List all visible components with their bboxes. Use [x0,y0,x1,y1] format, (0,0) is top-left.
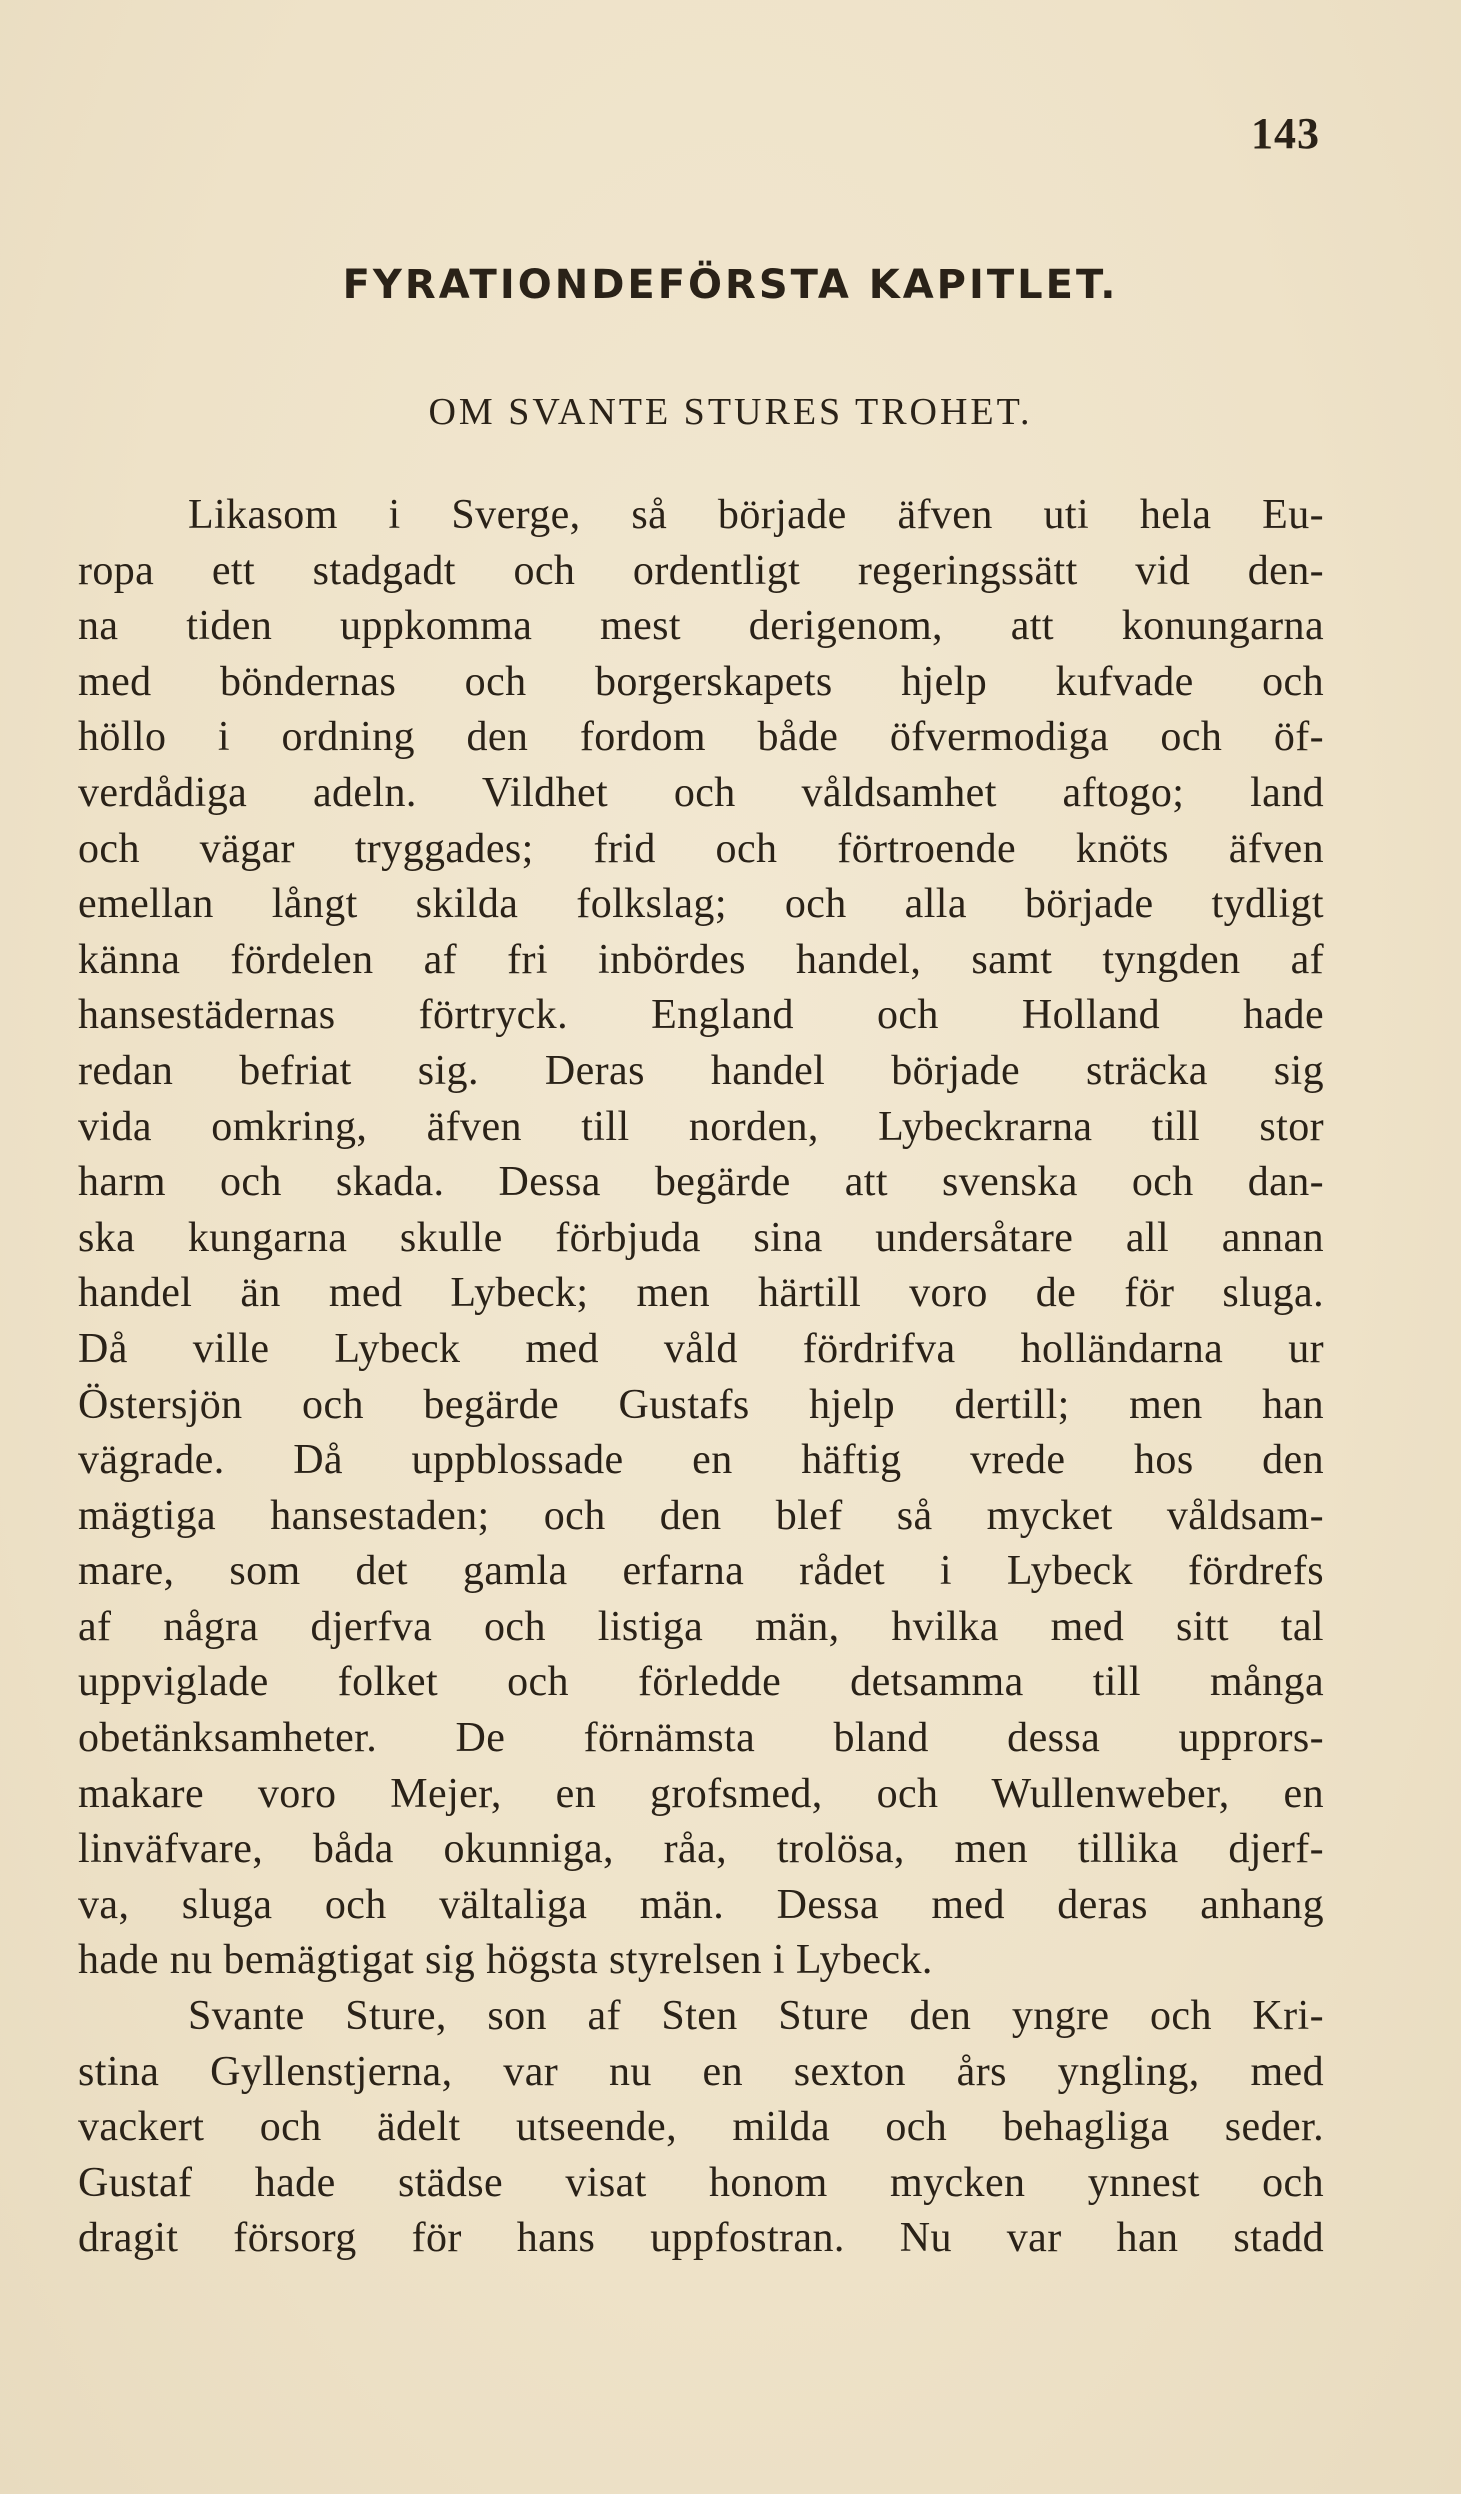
text-line: Då ville Lybeck med våld fördrifva holländarna ur [78,1325,1324,1372]
text-line: Gustaf hade städse visat honom mycken ynnest och [78,2159,1324,2206]
text-line: linväfvare, båda okunniga, råa, trolösa, men tillika djerf- [78,1826,1324,1873]
text-line: obetänksamheter. De förnämsta bland dessa upprors- [78,1715,1324,1762]
text-line: va, sluga och vältaliga män. Dessa med deras anhang [78,1881,1324,1928]
text-line: na tiden uppkomma mest derigenom, att konungarna [78,603,1324,650]
text-line: och vägar tryggades; frid och förtroende knöts äfven [78,825,1324,872]
text-line: harm och skada. Dessa begärde att svenska och dan- [78,1159,1324,1206]
text-line: uppviglade folket och förledde detsamma till många [78,1659,1324,1706]
text-line: ska kungarna skulle förbjuda sina undersåtare all annan [78,1214,1324,1261]
text-line: mare, som det gamla erfarna rådet i Lybeck fördrefs [78,1548,1324,1595]
text-line: stina Gyllenstjerna, var nu en sexton års yngling, med [78,2048,1324,2095]
text-line: Likasom i Sverge, så började äfven uti hela Eu- [188,492,1324,538]
text-line: hade nu bemägtigat sig högsta styrelsen i Lybeck. [78,1937,933,1984]
text-line: emellan långt skilda folkslag; och alla började tydligt [78,881,1324,928]
chapter-title: FYRATIONDEFÖRSTA KAPITLET. [342,262,1119,308]
text-line: makare voro Mejer, en grofsmed, och Wullenweber, en [78,1770,1324,1817]
text-line: vackert och ädelt utseende, milda och behagliga seder. [78,2104,1324,2151]
text-line: vägrade. Då uppblossade en häftig vrede hos den [78,1437,1324,1484]
text-line: dragit försorg för hans uppfostran. Nu var han stadd [78,2215,1324,2262]
text-line: redan befriat sig. Deras handel började sträcka sig [78,1047,1324,1094]
text-line: höllo i ordning den fordom både öfvermodiga och öf- [78,714,1324,761]
body-text [78,488,1324,2267]
text-line: ropa ett stadgadt och ordentligt regeringssätt vid den- [78,547,1324,594]
chapter-subtitle: OM SVANTE STURES TROHET. [428,391,1033,433]
text-line: mägtiga hansestaden; och den blef så mycket våldsam- [78,1492,1324,1539]
text-line: af några djerfva och listiga män, hvilka med sitt tal [78,1603,1324,1650]
text-line: känna fördelen af fri inbördes handel, samt tyngden af [78,936,1324,983]
text-line: Östersjön och begärde Gustafs hjelp dertill; men han [78,1381,1324,1428]
text-line: vida omkring, äfven till norden, Lybeckrarna till stor [78,1103,1324,1150]
text-line: med böndernas och borgerskapets hjelp kufvade och [78,658,1324,705]
text-line: hansestädernas förtryck. England och Holland hade [78,992,1324,1039]
page-number: 143 [1251,109,1320,158]
text-line: handel än med Lybeck; men härtill voro de för sluga. [78,1270,1324,1317]
text-line: verdådiga adeln. Vildhet och våldsamhet aftogo; land [78,769,1324,816]
text-line: Svante Sture, son af Sten Sture den yngre och Kri- [188,1993,1324,2040]
